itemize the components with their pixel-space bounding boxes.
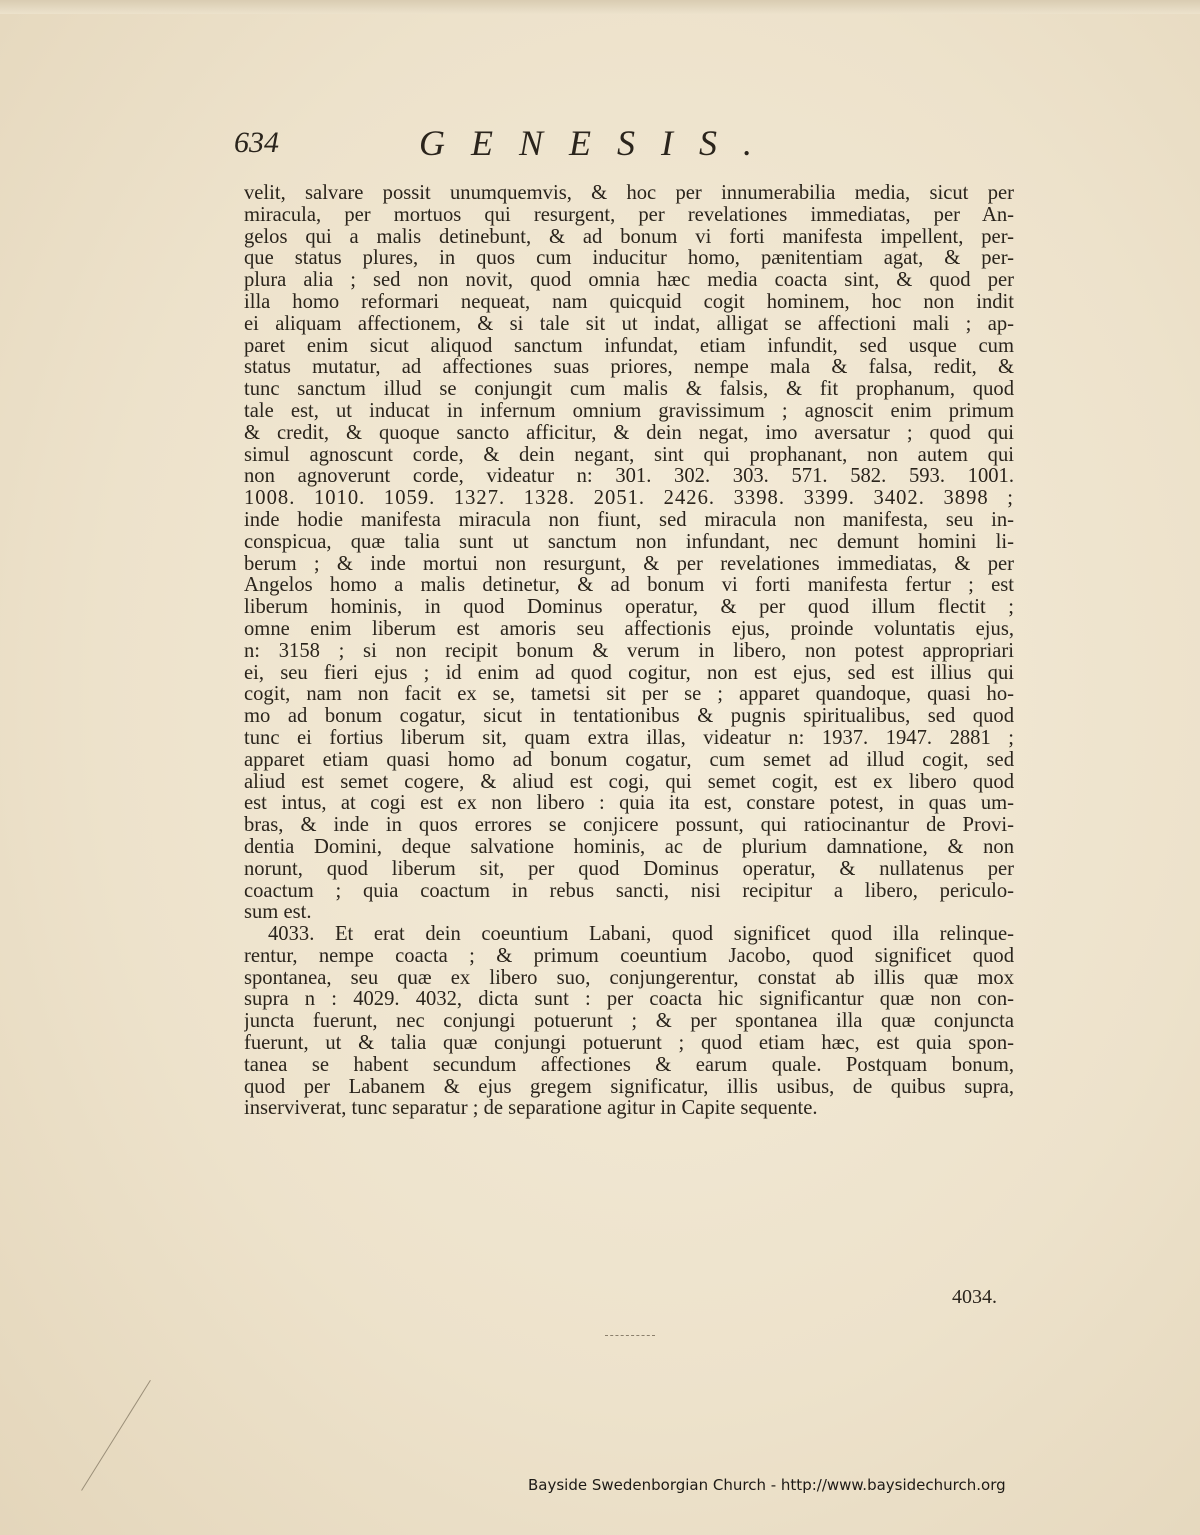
text-line: conspicua, quæ talia sunt ut sanctum non infundant, nec demunt homini li- xyxy=(244,531,1014,553)
text-line: que status plures, in quos cum inducitur homo, pænitentiam agat, & per- xyxy=(244,248,1014,270)
page-number: 634 xyxy=(234,126,279,159)
text-line: berum ; & inde mortui non resurgunt, & per revelationes immediatas, & per xyxy=(244,553,1014,575)
text-line: paret enim sicut aliquod sanctum infundat, etiam infundit, sed usque cum xyxy=(244,335,1014,357)
text-line: inde hodie manifesta miracula non fiunt, sed miracula non manifesta, seu in- xyxy=(244,509,1014,531)
catchword: 4034. xyxy=(952,1286,997,1308)
text-line: aliud est semet cogere, & aliud est cogi, qui semet cogit, est ex libero quod xyxy=(244,771,1014,793)
text-line: gelos qui a malis detinebunt, & ad bonum vi forti manifesta impellent, per- xyxy=(244,226,1014,248)
text-line: spontanea, seu quæ ex libero suo, conjungerentur, constat ab illis quæ mox xyxy=(244,967,1014,989)
text-line: bras, & inde in quos errores se conjicere possunt, qui ratiocinantur de Provi- xyxy=(244,815,1014,837)
text-line: apparet etiam quasi homo ad bonum cogatur, cum semet ad illud cogit, sed xyxy=(244,749,1014,771)
text-line: tanea se habent secundum affectiones & earum quale. Postquam bonum, xyxy=(244,1054,1014,1076)
text-line: plura alia ; sed non novit, quod omnia hæc media coacta sint, & quod per xyxy=(244,270,1014,292)
text-line: non agnoverunt corde, videatur n: 301. 302. 303. 571. 582. 593. 1001. xyxy=(244,466,1014,488)
footer-credit-link[interactable]: Bayside Swedenborgian Church - http://www.baysidechurch.org xyxy=(528,1476,1006,1494)
text-line: rentur, nempe coacta ; & primum coeuntium Jacobo, quod significet quod xyxy=(244,945,1014,967)
text-line: juncta fuerunt, nec conjungi potuerunt ; & per spontanea illa quæ conjuncta xyxy=(244,1011,1014,1033)
pencil-stroke xyxy=(81,1380,151,1491)
text-line: illa homo reformari nequeat, nam quicquid cogit hominem, hoc non indit xyxy=(244,291,1014,313)
text-line: & credit, & quoque sancto afficitur, & dein negat, imo aversatur ; quod qui xyxy=(244,422,1014,444)
text-line: liberum hominis, in quod Dominus operatur, & per quod illum flectit ; xyxy=(244,597,1014,619)
text-line: tunc ei fortius liberum sit, quam extra illas, videatur n: 1937. 1947. 2881 ; xyxy=(244,727,1014,749)
text-line: n: 3158 ; si non recipit bonum & verum in libero, non potest appropriari xyxy=(244,640,1014,662)
text-line: miracula, per mortuos qui resurgent, per revelationes immediatas, per An- xyxy=(244,204,1014,226)
text-line: coactum ; quia coactum in rebus sancti, nisi recipitur a libero, periculo- xyxy=(244,880,1014,902)
page-top-edge xyxy=(0,0,1200,14)
text-line: simul agnoscunt corde, & dein negant, sint qui prophanant, non autem qui xyxy=(244,444,1014,466)
text-line: Angelos homo a malis detinetur, & ad bonum vi forti manifesta fertur ; est xyxy=(244,575,1014,597)
text-line: cogit, nam non facit ex se, tametsi sit per se ; apparet quandoque, quasi ho- xyxy=(244,684,1014,706)
text-line: tunc sanctum illud se conjungit cum malis & falsis, & fit prophanum, quod xyxy=(244,379,1014,401)
text-line: omne enim liberum est amoris seu affectionis ejus, proinde voluntatis ejus, xyxy=(244,618,1014,640)
text-line: est intus, at cogi est ex non libero : quia ita est, constare potest, in quas um- xyxy=(244,793,1014,815)
page-mark xyxy=(605,1335,655,1337)
running-title: GENESIS. xyxy=(419,123,778,163)
page-header xyxy=(234,122,1014,166)
text-line: status mutatur, ad affectiones suas priores, nempe mala & falsa, redit, & xyxy=(244,357,1014,379)
text-line: velit, salvare possit unumquemvis, & hoc per innumerabilia media, sicut per xyxy=(244,183,1014,204)
body-text xyxy=(244,183,1014,1120)
text-line: sum est. xyxy=(244,902,312,924)
text-line: supra n : 4029. 4032, dicta sunt : per coacta hic significantur quæ non con- xyxy=(244,989,1014,1011)
text-line: norunt, quod liberum sit, per quod Dominus operatur, & nullatenus per xyxy=(244,858,1014,880)
text-line: ei, seu fieri ejus ; id enim ad quod cogitur, non est ejus, sed est illius qui xyxy=(244,662,1014,684)
text-line: quod per Labanem & ejus gregem significatur, illis usibus, de quibus supra, xyxy=(244,1076,1014,1098)
text-line: inserviverat, tunc separatur ; de separatione agitur in Capite sequente. xyxy=(244,1098,818,1120)
text-line: tale est, ut inducat in infernum omnium gravissimum ; agnoscit enim primum xyxy=(244,400,1014,422)
text-line: mo ad bonum cogatur, sicut in tentationibus & pugnis spiritualibus, sed quod xyxy=(244,706,1014,728)
text-line: dentia Domini, deque salvatione hominis, ac de plurium damnatione, & non xyxy=(244,836,1014,858)
text-line: ei aliquam affectionem, & si tale sit ut indat, alligat se affectioni mali ; ap- xyxy=(244,313,1014,335)
text-line: fuerunt, ut & talia quæ conjungi potuerunt ; quod etiam hæc, est quia spon- xyxy=(244,1033,1014,1055)
section-4033-start: 4033. Et erat dein coeuntium Labani, quod significet quod illa relinque- xyxy=(268,924,1014,946)
text-line: 1008. 1010. 1059. 1327. 1328. 2051. 2426. 3398. 3399. 3402. 3898 ; xyxy=(244,488,1014,510)
